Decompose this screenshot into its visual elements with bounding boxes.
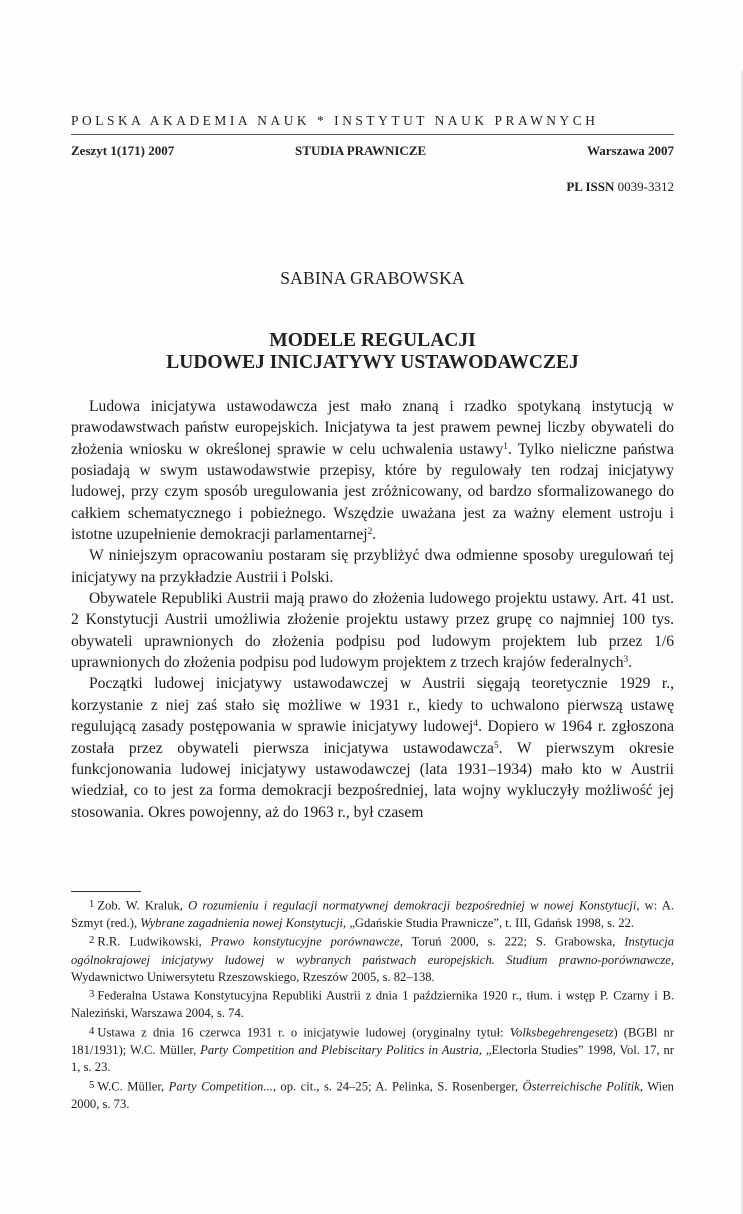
- running-head: POLSKA AKADEMIA NAUK * INSTYTUT NAUK PRAWNYCH: [71, 113, 599, 128]
- issn-label: PL ISSN: [566, 179, 615, 194]
- paragraph-2: W niniejszym opracowaniu postaram się przybliżyć dwa odmienne sposoby uregulowań tej inicjatywy na przykładzie Austrii i Polski.: [71, 547, 674, 586]
- place-year: Warszawa 2007: [586, 143, 674, 158]
- footnote-1: 1 Zob. W. Kraluk, O rozumieniu i regulacji normatywnej demokracji bezpośredniej w nowej Konstytucji, w: A. Szmyt (red.), Wybrane zagadnienia nowej Konstytucji, „Gdańskie Studia Prawnicze”, t. III, Gdańsk 1998, s. 22.: [71, 898, 675, 931]
- footnote-4: 4 Ustawa z dnia 16 czerwca 1931 r. o inicjatywie ludowej (oryginalny tytuł: Volksbegehrengesetz) (BGBl nr 181/1931); W.C. Müller, Party Competition and Plebiscitary Politics in Austria, „Electorla Studies” 1998, Vol. 17, nr 1, s. 23.: [71, 1024, 675, 1075]
- issn: [71, 179, 674, 195]
- footnote-rule: [71, 891, 141, 892]
- paragraph-1: Ludowa inicjatywa ustawodawcza jest mało znaną i rzadko spotykaną instytucją w prawodawstwach państw europejskich. Inicjatywa ta jest prawem pewnej liczby obywateli do złożenia wniosku w określonej sprawie w celu uchwalenia ustawy$^1$. Tylko nieliczne państwa posiadają w swym ustawodawstwie przepisy, które by regulowały ten rodzaj inicjatywy ludowej, przy czym sposób uregulowania jest zróżnicowany, od bardzo sformalizowanego do całkiem schematycznego i pobieżnego. Wszędzie uważana jest za ważny element ustroju i istotne uzupełnienie demokracji parlamentarnej$^2$.: [71, 398, 674, 544]
- paragraph-3: Obywatele Republiki Austrii mają prawo do złożenia ludowego projektu ustawy. Art. 41 ust. 2 Konstytucji Austrii umożliwia złożenie projektu ustawy przez grupę co najmniej 100 tys. obywateli uprawnionych do złożenia podpisu pod ludowym projektem lub przez 1/6 uprawnionych do złożenia podpisu pod ludowym projektem z trzech krajów federalnych$^3$.: [71, 590, 674, 672]
- body-text: [71, 396, 674, 823]
- article-title: [71, 330, 674, 374]
- issue-number: Zeszyt 1(171) 2007: [71, 143, 175, 158]
- footnote-ref-2[interactable]: 2: [367, 526, 373, 537]
- issn-number: 0039-3312: [617, 179, 674, 194]
- issue-line: [71, 143, 674, 159]
- footnotes: [71, 896, 674, 1113]
- title-line-1: MODELE REGULACJI: [269, 330, 476, 351]
- footnote-3: 3 Federalna Ustawa Konstytucyjna Republiki Austrii z dnia 1 października 1920 r., tłum. i wstęp P. Czarny i B. Naleziński, Warszawa 2004, s. 74.: [71, 988, 674, 1021]
- author-name: SABINA GRABOWSKA: [280, 268, 465, 288]
- footnote-ref-4[interactable]: 4: [473, 719, 479, 730]
- journal-name: STUDIA PRAWNICZE: [295, 143, 427, 158]
- header-rule: [71, 134, 674, 135]
- paragraph-4: Początki ludowej inicjatywy ustawodawczej w Austrii sięgają teoretycznie 1929 r., korzystanie z niej zaś stało się możliwe w 1931 r., kiedy to uchwalono pierwszą ustawę regulującą zasady postępowania w sprawie inicjatywy ludowej$^4$. Dopiero w 1964 r. zgłoszona została przez obywateli pierwsza inicjatywa ustawodawcza$^5$. W pierwszym okresie funkcjonowania ludowej inicjatywy ustawodawczej (lata 1931–1934) mało kto w Austrii wiedział, co to jest za forma demokracji bezpośredniej, lata wojny wykluczyły możliwość jej stosowania. Okres powojenny, aż do 1963 r., był czasem: [71, 675, 674, 821]
- footnote-ref-5[interactable]: 5: [493, 740, 499, 751]
- footnote-ref-1[interactable]: 1: [503, 441, 508, 452]
- footnote-5: 5 W.C. Müller, Party Competition..., op. cit., s. 24–25; A. Pelinka, S. Rosenberger, Österreichische Politik, Wien 2000, s. 73.: [71, 1078, 674, 1111]
- footnote-ref-3[interactable]: 3: [623, 654, 629, 665]
- footnote-2: 2 R.R. Ludwikowski, Prawo konstytucyjne porównawcze, Toruń 2000, s. 222; S. Grabowska, Instytucja ogólnokrajowej inicjatywy ludowej w wybranych państwach europejskich. Studium prawno-porównawcze, Wydawnictwo Uniwersytetu Rzeszowskiego, Rzeszów 2005, s. 82–138.: [71, 934, 674, 984]
- title-line-2: LUDOWEJ INICJATYWY USTAWODAWCZEJ: [166, 352, 579, 373]
